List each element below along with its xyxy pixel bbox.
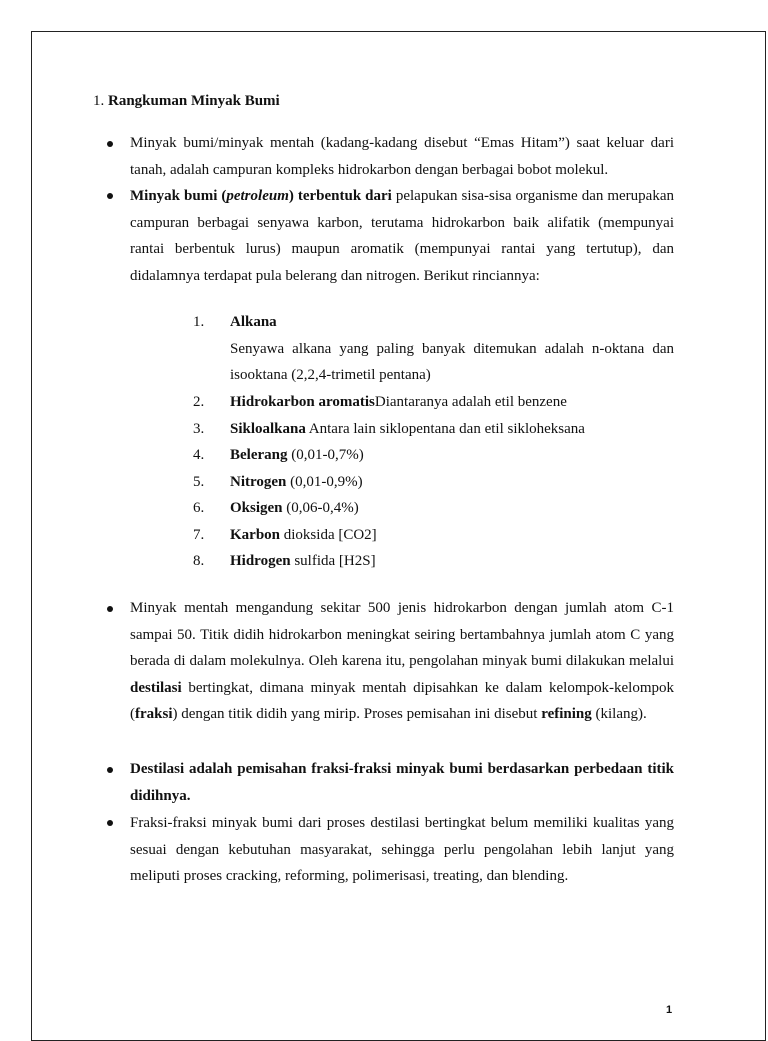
heading-number: 1. — [93, 93, 105, 109]
bullet-dot — [107, 193, 115, 201]
bullet2-italic: petroleum — [226, 188, 289, 204]
list-item-2 — [230, 389, 674, 416]
list-item-7-bold: Karbon — [230, 527, 281, 543]
list-item-5-text: (0,01-0,9%) — [286, 474, 363, 490]
list-item-4 — [230, 442, 674, 469]
list-num-7: 7. — [193, 527, 205, 543]
bullet2-rest: pelapukan sisa-sisa organisme dan merupakan campuran berbagai senyawa karbon, terutama hidrokarbon baik alifatik (mempunyai rantai berbentuk lurus) maupun aromatik (mempunyai rantai yang tertutup), dan didalamnya terdapat pula belerang dan nitrogen. Berikut rinciannya: — [130, 188, 674, 284]
bullet3-bold-destilasi: destilasi — [130, 679, 182, 696]
bullet3-part1: Minyak mentah mengandung sekitar 500 jenis hidrokarbon dengan jumlah atom C-1 sampai 50. Titik didih hidrokarbon meningkat seiring bertambahnya jumlah atom C yang berada di dalam molekulnya. Oleh karena itu, pengolahan minyak bumi dilakukan melalui — [130, 600, 674, 669]
bullet3-part4: (kilang). — [591, 706, 647, 722]
list-num-2: 2. — [193, 394, 205, 410]
list-item-4-bold: Belerang — [230, 447, 288, 463]
list-item-3-bold: Sikloalkana — [230, 421, 306, 437]
list-item-3-text: Antara lain siklopentana dan etil sikloheksana — [305, 421, 585, 437]
list-item-8 — [230, 548, 674, 575]
list-num-4: 4. — [193, 447, 205, 463]
list-item-7 — [230, 522, 674, 549]
bullet3-part2: bertingkat, dimana minyak mentah dipisahkan ke dalam kelompok-kelompok ( — [130, 679, 674, 722]
page-number: 1 — [666, 1004, 673, 1016]
list-item-8-text: sulfida [H2S] — [290, 553, 376, 569]
bullet2-bold-b: ) terbentuk dari — [288, 188, 392, 204]
list-item-2-text: Diantaranya adalah etil benzene — [374, 394, 567, 410]
list-item-1-bold: Alkana — [230, 314, 277, 330]
list-num-1: 1. — [193, 314, 205, 330]
list-item-5 — [230, 469, 674, 496]
bullet1-text: Minyak bumi/minyak mentah (kadang-kadang disebut “Emas Hitam”) saat keluar dari tanah, adalah campuran kompleks hidrokarbon dengan berbagai bobot molekul. — [130, 135, 674, 178]
bullet4-text: Destilasi adalah pemisahan fraksi-fraksi minyak bumi berdasarkan perbedaan titik didihnya. — [130, 761, 674, 804]
bullet-paragraph-2 — [130, 183, 674, 289]
alkana-detail: Senyawa alkana yang paling banyak ditemukan adalah n-oktana dan isooktana (2,2,4-trimetil pentana) — [230, 340, 674, 383]
bullet3-bold-fraksi: fraksi — [135, 706, 173, 722]
list-num-8: 8. — [193, 553, 205, 569]
bullet-paragraph-1 — [130, 130, 674, 183]
list-item-6-text: (0,06-0,4%) — [282, 500, 359, 516]
bullet5-text: Fraksi-fraksi minyak bumi dari proses destilasi bertingkat belum memiliki kualitas yang sesuai dengan kebutuhan masyarakat, sehingga perlu pengolahan lebih lanjut yang meliputi proses cracking, reforming, polimerisasi, treating, dan blending. — [130, 815, 674, 884]
bullet-dot — [107, 606, 115, 614]
list-item-7-text: dioksida [CO2] — [280, 527, 377, 543]
bullet-dot — [107, 820, 115, 828]
list-num-5: 5. — [193, 474, 205, 490]
list-num-6: 6. — [193, 500, 205, 516]
bullet2-bold-a: Minyak bumi ( — [130, 188, 227, 204]
list-item-3 — [230, 416, 674, 443]
list-item-5-bold: Nitrogen — [230, 474, 287, 490]
bullet-paragraph-4 — [130, 756, 674, 809]
bullet-dot — [107, 141, 115, 149]
heading-title: Rangkuman Minyak Bumi — [108, 93, 280, 109]
bullet3-bold-refining: refining — [541, 706, 592, 722]
list-item-6 — [230, 495, 674, 522]
list-item-1 — [230, 309, 674, 389]
bullet3-part3: ) dengan titik didih yang mirip. Proses pemisahan ini disebut — [172, 706, 542, 722]
list-item-8-bold: Hidrogen — [230, 553, 291, 569]
section-heading — [93, 91, 280, 111]
bullet-paragraph-3 — [130, 595, 674, 728]
list-num-3: 3. — [193, 421, 205, 437]
bullet-paragraph-5 — [130, 810, 674, 890]
list-item-6-bold: Oksigen — [230, 500, 283, 516]
bullet-dot — [107, 767, 115, 775]
list-item-2-bold: Hidrokarbon aromatis — [230, 394, 375, 410]
list-item-4-text: (0,01-0,7%) — [287, 447, 364, 463]
